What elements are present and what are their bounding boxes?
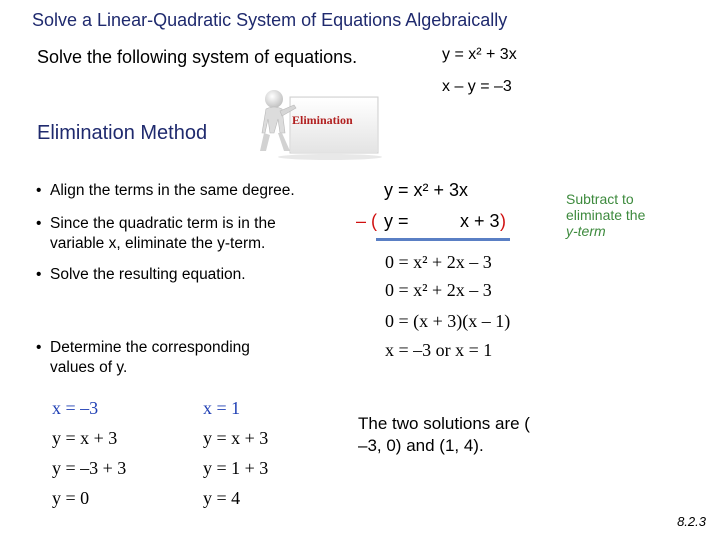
- instruction-text: Solve the following system of equations.: [37, 47, 358, 67]
- subtract-note: [566, 191, 645, 239]
- work-line-2-y: y =: [384, 211, 409, 231]
- work-line-3: 0 = x² + 2x – 3: [385, 252, 492, 272]
- bullet-2-line1: Since the quadratic term is in the: [50, 215, 276, 232]
- work-line-4: 0 = x² + 2x – 3: [385, 280, 492, 300]
- work-line-2-rest: x + 3: [460, 211, 500, 231]
- close-paren: ): [500, 211, 506, 231]
- left-solution-line-2: y = x + 3: [52, 428, 118, 448]
- bullet-2-line2: variable x, eliminate the y-term.: [50, 235, 266, 252]
- system-equation-2: [442, 78, 512, 96]
- note-line-2: eliminate the: [566, 207, 646, 223]
- answer-line-2: –3, 0) and (1, 4).: [358, 436, 484, 455]
- subtraction-rule: [376, 238, 510, 241]
- work-line-2: [356, 211, 377, 232]
- elimination-sign-text: Elimination: [292, 113, 353, 127]
- system-equation-1: [442, 46, 517, 64]
- right-solution-line-2: y = x + 3: [203, 428, 269, 448]
- bullet-dot: •: [36, 182, 42, 199]
- work-line-6: x = –3 or x = 1: [385, 340, 493, 360]
- bullet-dot: •: [36, 215, 42, 232]
- slide-number: 8.2.3: [677, 514, 706, 529]
- bullet-dot: •: [36, 266, 42, 283]
- page-title: Solve a Linear-Quadratic System of Equations Algebraically: [32, 10, 508, 30]
- work-line-1: y = x² + 3x: [384, 180, 469, 200]
- right-solution-line-1: x = 1: [203, 398, 241, 418]
- left-solution-line-3-text: y = –3 + 3: [52, 458, 127, 478]
- system-eq2-text: x – y = –3: [442, 78, 512, 95]
- right-solution-line-3: y = 1 + 3: [203, 458, 269, 478]
- bullet-dot: •: [36, 339, 42, 356]
- system-eq1-text: y = x² + 3x: [442, 46, 517, 63]
- bullet-4-line2: values of y.: [50, 359, 128, 376]
- bullet-2: [36, 214, 276, 254]
- minus-paren: – (: [356, 211, 378, 231]
- right-solution-line-4: y = 4: [203, 488, 241, 508]
- note-line-3: y-term: [566, 223, 606, 239]
- bullet-1: [36, 181, 295, 201]
- work-line-5: 0 = (x + 3)(x – 1): [385, 311, 511, 331]
- section-heading: Elimination Method: [37, 122, 208, 144]
- bullet-3-text: Solve the resulting equation.: [50, 266, 246, 283]
- left-solution-line-1: x = –3: [52, 398, 99, 418]
- bullet-3: [36, 265, 246, 285]
- bullet-4: [36, 338, 250, 378]
- left-solution-line-3: [52, 458, 126, 479]
- answer-text: [358, 413, 530, 457]
- left-solution-line-4: y = 0: [52, 488, 90, 508]
- bullet-4-line1: Determine the corresponding: [50, 339, 250, 356]
- bullet-1-text: Align the terms in the same degree.: [50, 182, 295, 199]
- note-line-1: Subtract to: [566, 191, 634, 207]
- answer-line-1: The two solutions are (: [358, 414, 530, 433]
